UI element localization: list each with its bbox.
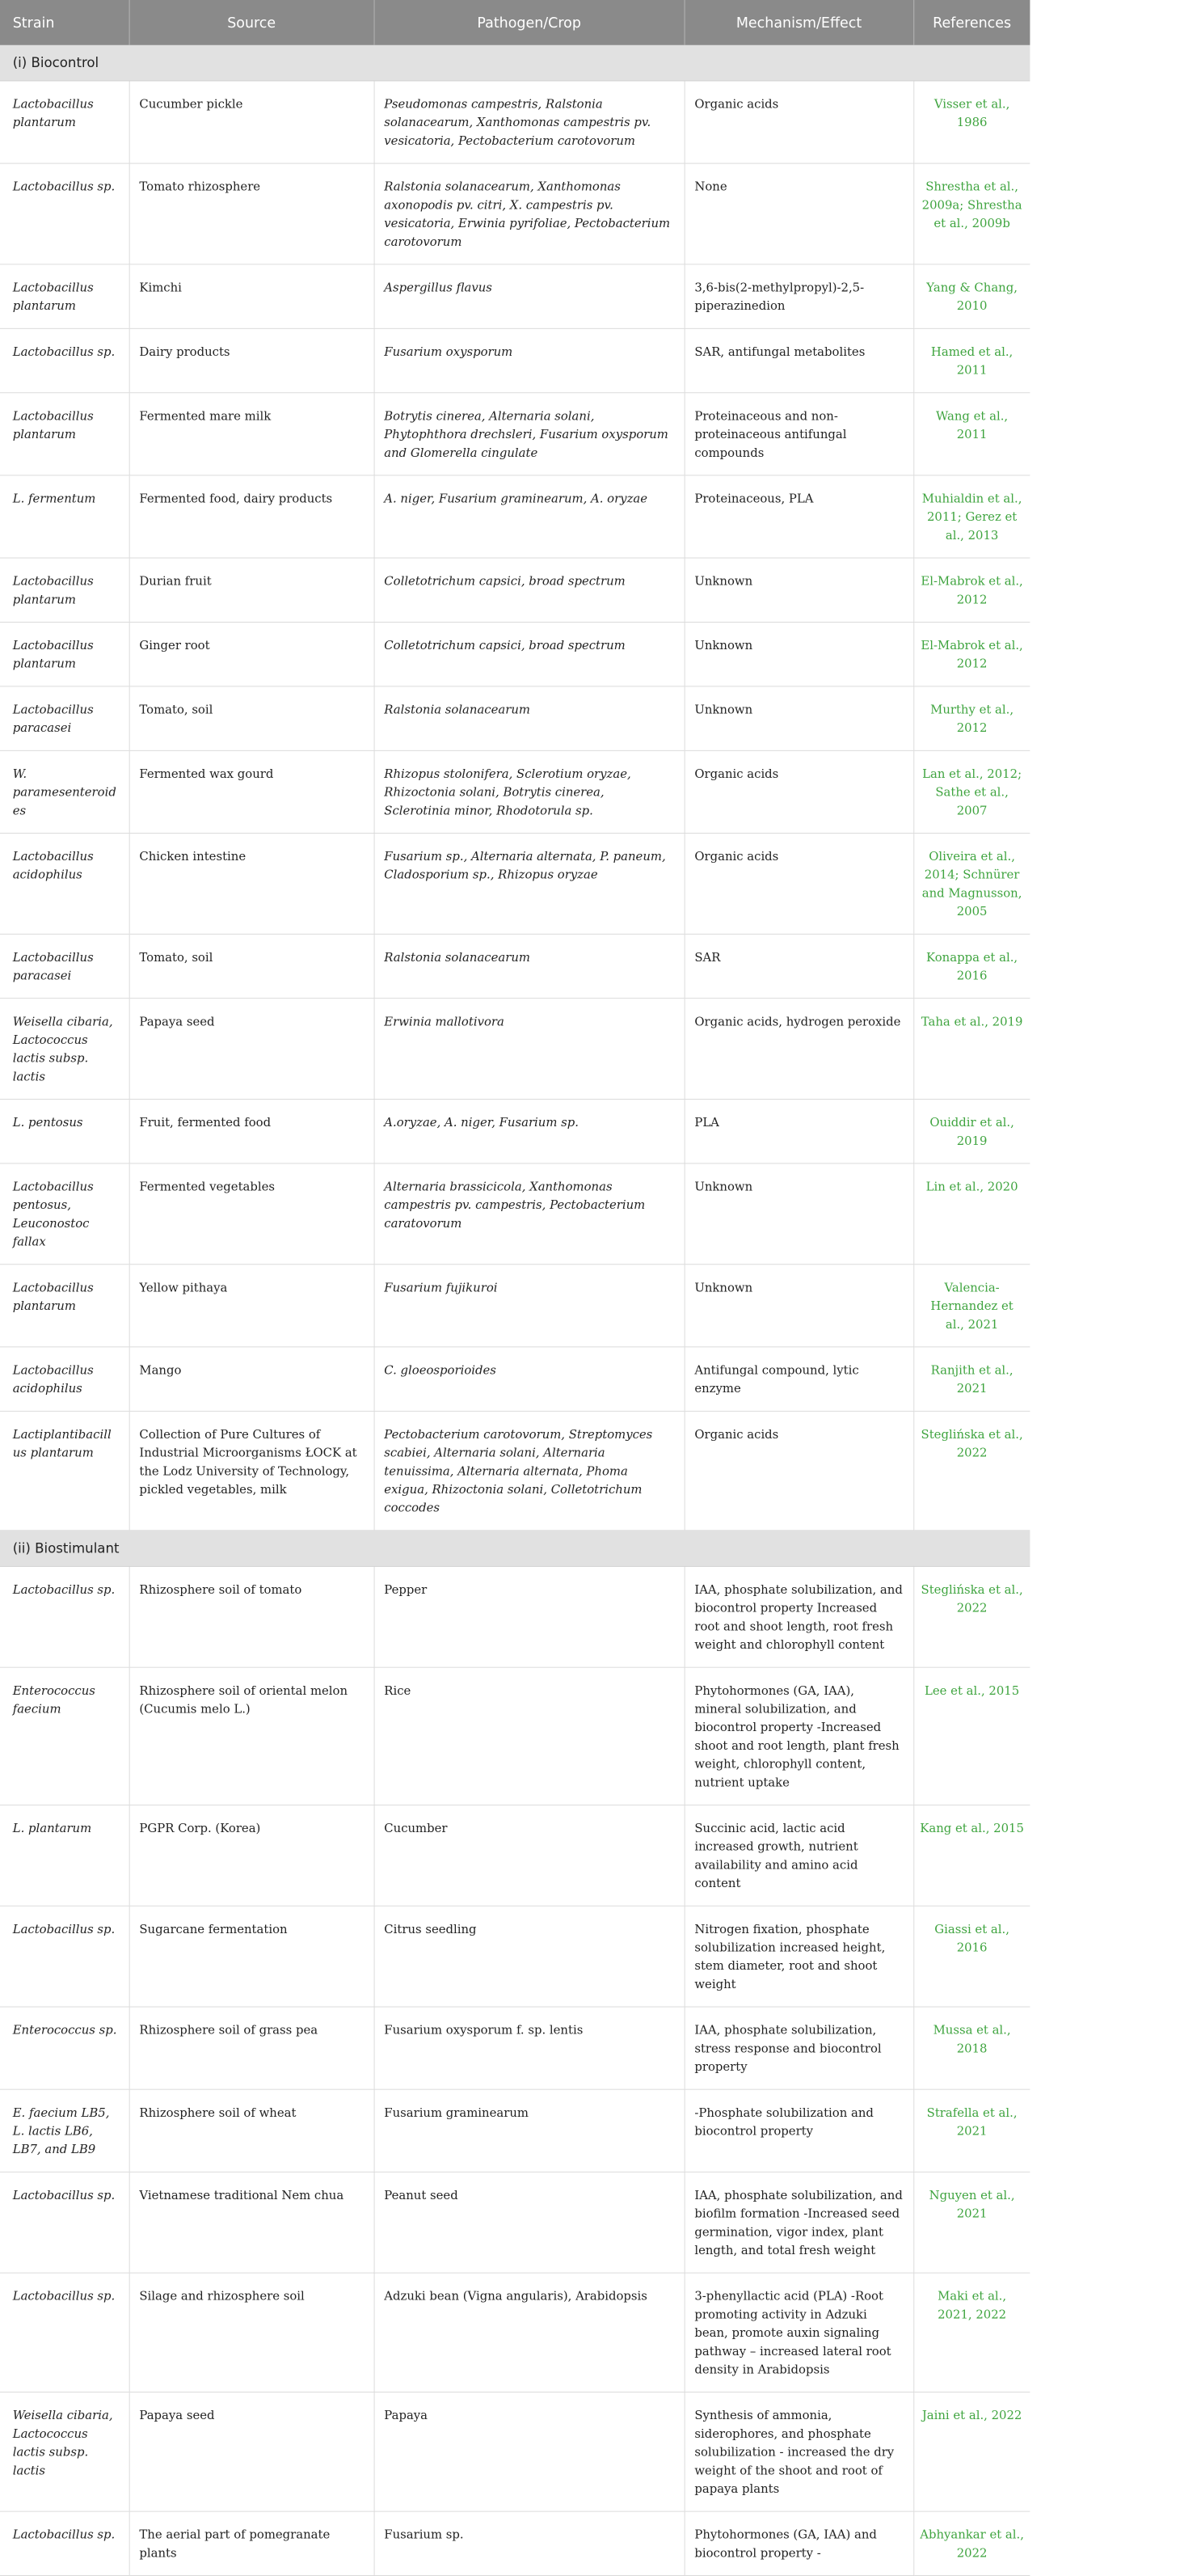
cell-source: Ginger root bbox=[129, 622, 374, 686]
cell-pathogen: Fusarium sp., Alternaria alternata, P. paneum, Cladosporium sp., Rhizopus oryzae bbox=[374, 833, 685, 934]
cell-strain: Lactobacillus plantarum bbox=[0, 1265, 129, 1347]
cell-strain: Lactobacillus pentosus, Leuconostoc fallax bbox=[0, 1163, 129, 1265]
cell-strain: Enterococcus faecium bbox=[0, 1667, 129, 1805]
table-row bbox=[0, 1805, 1030, 1906]
cell-source: Tomato, soil bbox=[129, 934, 374, 998]
table-row bbox=[0, 2273, 1030, 2392]
cell-pathogen: Alternaria brassicicola, Xanthomonas campestris pv. campestris, Pectobacterium caratovorum bbox=[374, 1163, 685, 1265]
cell-pathogen: Rhizopus stolonifera, Sclerotium oryzae, Rhizoctonia solani, Botrytis cinerea, Sclerotinia minor, Rhodotorula sp. bbox=[374, 750, 685, 833]
cell-source: Sugarcane fermentation bbox=[129, 1906, 374, 2007]
cell-reference: Oliveira et al., 2014; Schnürer and Magnusson, 2005 bbox=[913, 833, 1030, 934]
cell-source: Papaya seed bbox=[129, 999, 374, 1100]
cell-source: Vietnamese traditional Nem chua bbox=[129, 2172, 374, 2273]
table-row bbox=[0, 81, 1030, 163]
table-row bbox=[0, 163, 1030, 264]
cell-strain: Lactobacillus sp. bbox=[0, 1566, 129, 1667]
cell-reference: Kang et al., 2015 bbox=[913, 1805, 1030, 1906]
cell-strain: Lactobacillus sp. bbox=[0, 328, 129, 392]
cell-mechanism: IAA, phosphate solubilization, and biocontrol property Increased root and shoot length, root fresh weight and chlorophyll content bbox=[685, 1566, 914, 1667]
cell-mechanism: Organic acids, hydrogen peroxide bbox=[685, 999, 914, 1100]
cell-source: Chicken intestine bbox=[129, 833, 374, 934]
table-row bbox=[0, 833, 1030, 934]
cell-strain: Lactobacillus paracasei bbox=[0, 686, 129, 750]
table-row bbox=[0, 1163, 1030, 1265]
cell-strain: Lactobacillus paracasei bbox=[0, 934, 129, 998]
table-row bbox=[0, 393, 1030, 475]
table-row bbox=[0, 686, 1030, 750]
cell-mechanism: Succinic acid, lactic acid increased growth, nutrient availability and amino acid content bbox=[685, 1805, 914, 1906]
cell-pathogen: Ralstonia solanacearum bbox=[374, 686, 685, 750]
cell-reference: Hamed et al., 2011 bbox=[913, 328, 1030, 392]
section-row bbox=[0, 45, 1030, 81]
cell-pathogen: Fusarium oxysporum bbox=[374, 328, 685, 392]
cell-mechanism: SAR, antifungal metabolites bbox=[685, 328, 914, 392]
cell-strain: Lactobacillus plantarum bbox=[0, 81, 129, 163]
cell-source: Fermented wax gourd bbox=[129, 750, 374, 833]
cell-strain: Lactobacillus sp. bbox=[0, 2273, 129, 2392]
cell-strain: Weisella cibaria, Lactococcus lactis subsp. lactis bbox=[0, 2392, 129, 2512]
cell-mechanism: Organic acids bbox=[685, 1411, 914, 1531]
cell-mechanism: PLA bbox=[685, 1100, 914, 1163]
section-row bbox=[0, 1531, 1030, 1567]
cell-source: Tomato, soil bbox=[129, 686, 374, 750]
cell-strain: L. plantarum bbox=[0, 1805, 129, 1906]
cell-pathogen: Fusarium fujikuroi bbox=[374, 1265, 685, 1347]
section-title: (i) Biocontrol bbox=[0, 45, 1030, 81]
cell-mechanism: IAA, phosphate solubilization, stress response and biocontrol property bbox=[685, 2007, 914, 2089]
cell-reference: El-Mabrok et al., 2012 bbox=[913, 622, 1030, 686]
cell-pathogen: Pectobacterium carotovorum, Streptomyces scabiei, Alternaria solani, Alternaria tenuissima, Alternaria alternata, Phoma exigua, Rhizoctonia solani, Colletotrichum coccodes bbox=[374, 1411, 685, 1531]
table-row bbox=[0, 558, 1030, 622]
cell-source: Durian fruit bbox=[129, 558, 374, 622]
header-row bbox=[0, 0, 1030, 45]
table-row bbox=[0, 934, 1030, 998]
table-row bbox=[0, 750, 1030, 833]
table-row bbox=[0, 999, 1030, 1100]
cell-mechanism: Phytohormones (GA, IAA) and biocontrol property - bbox=[685, 2511, 914, 2575]
cell-mechanism: None bbox=[685, 163, 914, 264]
cell-pathogen: Papaya bbox=[374, 2392, 685, 2512]
table-row bbox=[0, 264, 1030, 328]
cell-mechanism: Nitrogen fixation, phosphate solubilization increased height, stem diameter, root and shoot weight bbox=[685, 1906, 914, 2007]
cell-mechanism: Antifungal compound, lytic enzyme bbox=[685, 1347, 914, 1411]
cell-reference: Shrestha et al., 2009a; Shrestha et al., 2009b bbox=[913, 163, 1030, 264]
cell-reference: Muhialdin et al., 2011; Gerez et al., 2013 bbox=[913, 475, 1030, 558]
cell-strain: Weisella cibaria, Lactococcus lactis subsp. lactis bbox=[0, 999, 129, 1100]
cell-reference: Taha et al., 2019 bbox=[913, 999, 1030, 1100]
cell-pathogen: A. niger, Fusarium graminearum, A. oryzae bbox=[374, 475, 685, 558]
cell-pathogen: Ralstonia solanacearum bbox=[374, 934, 685, 998]
cell-source: Fermented food, dairy products bbox=[129, 475, 374, 558]
header-source: Source bbox=[129, 0, 374, 45]
cell-reference: Yang & Chang, 2010 bbox=[913, 264, 1030, 328]
cell-reference: Maki et al., 2021, 2022 bbox=[913, 2273, 1030, 2392]
cell-pathogen: Erwinia mallotivora bbox=[374, 999, 685, 1100]
cell-mechanism: SAR bbox=[685, 934, 914, 998]
cell-pathogen: Ralstonia solanacearum, Xanthomonas axonopodis pv. citri, X. campestris pv. vesicatoria, Erwinia pyrifoliae, Pectobacterium carotovorum bbox=[374, 163, 685, 264]
cell-pathogen: Pepper bbox=[374, 1566, 685, 1667]
cell-source: Collection of Pure Cultures of Industrial Microorganisms ŁOCK at the Lodz University of Technology, pickled vegetables, milk bbox=[129, 1411, 374, 1531]
cell-strain: W. paramesenteroides bbox=[0, 750, 129, 833]
cell-strain: L. pentosus bbox=[0, 1100, 129, 1163]
cell-pathogen: Rice bbox=[374, 1667, 685, 1805]
cell-pathogen: Fusarium graminearum bbox=[374, 2089, 685, 2172]
cell-reference: Murthy et al., 2012 bbox=[913, 686, 1030, 750]
cell-source: Rhizosphere soil of tomato bbox=[129, 1566, 374, 1667]
cell-strain: Lactobacillus acidophilus bbox=[0, 1347, 129, 1411]
cell-source: Kimchi bbox=[129, 264, 374, 328]
cell-mechanism: Organic acids bbox=[685, 81, 914, 163]
cell-mechanism: Organic acids bbox=[685, 750, 914, 833]
header-pathogen-crop: Pathogen/Crop bbox=[374, 0, 685, 45]
cell-reference: Lee et al., 2015 bbox=[913, 1667, 1030, 1805]
cell-reference: Valencia-Hernandez et al., 2021 bbox=[913, 1265, 1030, 1347]
cell-reference: Lan et al., 2012; Sathe et al., 2007 bbox=[913, 750, 1030, 833]
cell-mechanism: 3-phenyllactic acid (PLA) -Root promoting activity in Adzuki bean, promote auxin signaling pathway – increased lateral root density in Arabidopsis bbox=[685, 2273, 914, 2392]
cell-reference: Lin et al., 2020 bbox=[913, 1163, 1030, 1265]
cell-strain: Enterococcus sp. bbox=[0, 2007, 129, 2089]
cell-source: Papaya seed bbox=[129, 2392, 374, 2512]
cell-strain: Lactiplantibacillus plantarum bbox=[0, 1411, 129, 1531]
cell-reference: Konappa et al., 2016 bbox=[913, 934, 1030, 998]
cell-source: Fermented mare milk bbox=[129, 393, 374, 475]
cell-mechanism: Phytohormones (GA, IAA), mineral solubilization, and biocontrol property -Increased shoot and root length, plant fresh weight, chlorophyll content, nutrient uptake bbox=[685, 1667, 914, 1805]
cell-source: Fruit, fermented food bbox=[129, 1100, 374, 1163]
table-row bbox=[0, 328, 1030, 392]
cell-source: Silage and rhizosphere soil bbox=[129, 2273, 374, 2392]
cell-reference: Nguyen et al., 2021 bbox=[913, 2172, 1030, 2273]
cell-reference: Ouiddir et al., 2019 bbox=[913, 1100, 1030, 1163]
cell-reference: Steglińska et al., 2022 bbox=[913, 1566, 1030, 1667]
header-strain: Strain bbox=[0, 0, 129, 45]
table-row bbox=[0, 1100, 1030, 1163]
header-mechanism-effect: Mechanism/Effect bbox=[685, 0, 914, 45]
cell-mechanism: IAA, phosphate solubilization, and biofilm formation -Increased seed germination, vigor index, plant length, and total fresh weight bbox=[685, 2172, 914, 2273]
cell-mechanism: Unknown bbox=[685, 1265, 914, 1347]
cell-source: PGPR Corp. (Korea) bbox=[129, 1805, 374, 1906]
cell-pathogen: Fusarium sp. bbox=[374, 2511, 685, 2575]
cell-source: The aerial part of pomegranate plants bbox=[129, 2511, 374, 2575]
cell-pathogen: Fusarium oxysporum f. sp. lentis bbox=[374, 2007, 685, 2089]
cell-source: Yellow pithaya bbox=[129, 1265, 374, 1347]
cell-reference: Mussa et al., 2018 bbox=[913, 2007, 1030, 2089]
table-row bbox=[0, 1667, 1030, 1805]
cell-reference: Wang et al., 2011 bbox=[913, 393, 1030, 475]
cell-pathogen: Peanut seed bbox=[374, 2172, 685, 2273]
cell-strain: L. fermentum bbox=[0, 475, 129, 558]
cell-strain: Lactobacillus sp. bbox=[0, 163, 129, 264]
cell-strain: Lactobacillus acidophilus bbox=[0, 833, 129, 934]
cell-pathogen: Colletotrichum capsici, broad spectrum bbox=[374, 558, 685, 622]
table-row bbox=[0, 2511, 1030, 2575]
cell-pathogen: Colletotrichum capsici, broad spectrum bbox=[374, 622, 685, 686]
cell-strain: E. faecium LB5, L. lactis LB6, LB7, and LB9 bbox=[0, 2089, 129, 2172]
cell-source: Mango bbox=[129, 1347, 374, 1411]
cell-pathogen: Botrytis cinerea, Alternaria solani, Phytophthora drechsleri, Fusarium oxysporum and Glomerella cingulate bbox=[374, 393, 685, 475]
cell-mechanism: Unknown bbox=[685, 622, 914, 686]
table-row bbox=[0, 1906, 1030, 2007]
cell-source: Fermented vegetables bbox=[129, 1163, 374, 1265]
cell-strain: Lactobacillus sp. bbox=[0, 2511, 129, 2575]
table-row bbox=[0, 1347, 1030, 1411]
cell-reference: Steglińska et al., 2022 bbox=[913, 1411, 1030, 1531]
table-body bbox=[0, 45, 1030, 2576]
table-row bbox=[0, 2172, 1030, 2273]
table-row bbox=[0, 1411, 1030, 1531]
cell-strain: Lactobacillus sp. bbox=[0, 2172, 129, 2273]
cell-reference: Strafella et al., 2021 bbox=[913, 2089, 1030, 2172]
cell-reference: El-Mabrok et al., 2012 bbox=[913, 558, 1030, 622]
cell-reference: Jaini et al., 2022 bbox=[913, 2392, 1030, 2512]
table-row bbox=[0, 2007, 1030, 2089]
header-references: References bbox=[913, 0, 1030, 45]
cell-source: Rhizosphere soil of grass pea bbox=[129, 2007, 374, 2089]
cell-strain: Lactobacillus plantarum bbox=[0, 393, 129, 475]
cell-pathogen: Citrus seedling bbox=[374, 1906, 685, 2007]
cell-strain: Lactobacillus plantarum bbox=[0, 622, 129, 686]
cell-reference: Giassi et al., 2016 bbox=[913, 1906, 1030, 2007]
cell-strain: Lactobacillus plantarum bbox=[0, 558, 129, 622]
table-row bbox=[0, 622, 1030, 686]
cell-reference: Visser et al., 1986 bbox=[913, 81, 1030, 163]
section-title: (ii) Biostimulant bbox=[0, 1531, 1030, 1567]
cell-strain: Lactobacillus sp. bbox=[0, 1906, 129, 2007]
cell-reference: Abhyankar et al., 2022 bbox=[913, 2511, 1030, 2575]
cell-mechanism: Organic acids bbox=[685, 833, 914, 934]
cell-pathogen: Adzuki bean (Vigna angularis), Arabidopsis bbox=[374, 2273, 685, 2392]
cell-mechanism: Unknown bbox=[685, 686, 914, 750]
cell-reference: Ranjith et al., 2021 bbox=[913, 1347, 1030, 1411]
cell-pathogen: C. gloeosporioides bbox=[374, 1347, 685, 1411]
table-row bbox=[0, 1265, 1030, 1347]
cell-source: Cucumber pickle bbox=[129, 81, 374, 163]
cell-mechanism: Proteinaceous and non-proteinaceous antifungal compounds bbox=[685, 393, 914, 475]
cell-mechanism: Synthesis of ammonia, siderophores, and phosphate solubilization - increased the dry weight of the shoot and root of papaya plants bbox=[685, 2392, 914, 2512]
cell-source: Rhizosphere soil of wheat bbox=[129, 2089, 374, 2172]
cell-pathogen: Pseudomonas campestris, Ralstonia solanacearum, Xanthomonas campestris pv. vesicatoria, Pectobacterium carotovorum bbox=[374, 81, 685, 163]
cell-source: Tomato rhizosphere bbox=[129, 163, 374, 264]
cell-pathogen: Aspergillus flavus bbox=[374, 264, 685, 328]
table-row bbox=[0, 2392, 1030, 2512]
table-row bbox=[0, 1566, 1030, 1667]
cell-source: Rhizosphere soil of oriental melon (Cucumis melo L.) bbox=[129, 1667, 374, 1805]
cell-mechanism: Unknown bbox=[685, 1163, 914, 1265]
cell-source: Dairy products bbox=[129, 328, 374, 392]
table-row bbox=[0, 2089, 1030, 2172]
cell-mechanism: Proteinaceous, PLA bbox=[685, 475, 914, 558]
cell-pathogen: A.oryzae, A. niger, Fusarium sp. bbox=[374, 1100, 685, 1163]
cell-strain: Lactobacillus plantarum bbox=[0, 264, 129, 328]
cell-mechanism: Unknown bbox=[685, 558, 914, 622]
cell-mechanism: 3,6-bis(2-methylpropyl)-2,5-piperazinedion bbox=[685, 264, 914, 328]
table-row bbox=[0, 475, 1030, 558]
cell-pathogen: Cucumber bbox=[374, 1805, 685, 1906]
cell-mechanism: -Phosphate solubilization and biocontrol property bbox=[685, 2089, 914, 2172]
